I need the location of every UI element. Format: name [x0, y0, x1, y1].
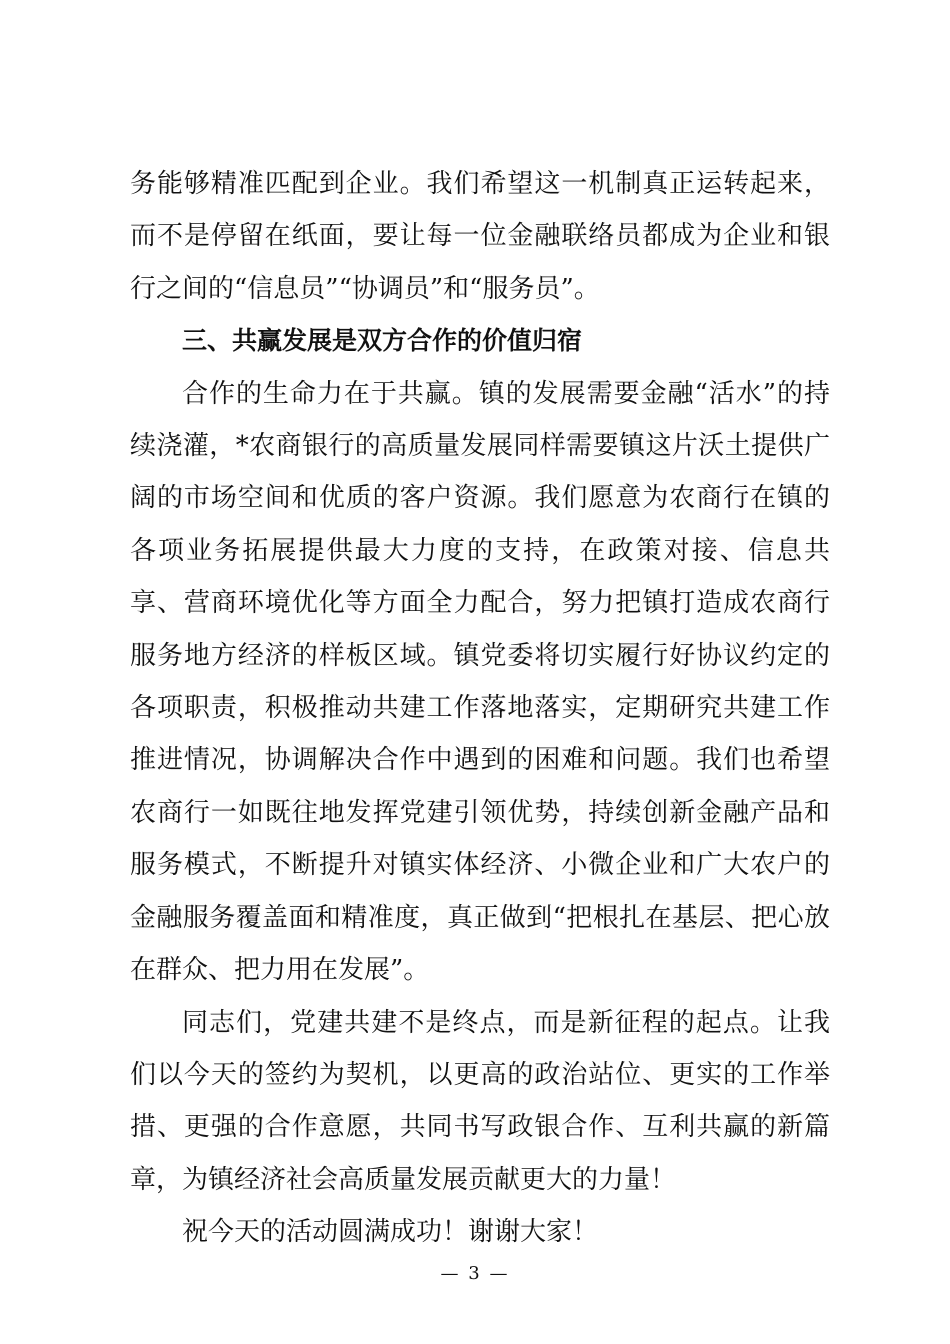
document-body — [130, 158, 830, 1259]
paragraph-cooperation: 合作的生命力在于共赢。镇的发展需要金融“活水”的持续浇灌，*农商银行的高质量发展同样需要镇这片沃土提供广阔的市场空间和优质的客户资源。我们愿意为农商行在镇的各项业务拓展提供最大力度的支持，在政策对接、信息共享、营商环境优化等方面全力配合，努力把镇打造成农商行服务地方经济的样板区域。镇党委将切实履行好协议约定的各项职责，积极推动共建工作落地落实，定期研究共建工作推进情况，协调解决合作中遇到的困难和问题。我们也希望农商行一如既往地发挥党建引领优势，持续创新金融产品和服务模式，不断提升对镇实体经济、小微企业和广大农户的金融服务覆盖面和精准度，真正做到“把根扎在基层、把心放在群众、把力用在发展”。 — [130, 378, 830, 986]
paragraph-comrades: 同志们，党建共建不是终点，而是新征程的起点。让我们以今天的签约为契机，以更高的政治站位、更实的工作举措、更强的合作意愿，共同书写政银合作、互利共赢的新篇章，为镇经济社会高质量发展贡献更大的力量！ — [130, 1007, 830, 1195]
page-number: — 3 — — [440, 1263, 510, 1284]
paragraph-continued: 务能够精准匹配到企业。我们希望这一机制真正运转起来，而不是停留在纸面，要让每一位金融联络员都成为企业和银行之间的“信息员”“协调员”和“服务员”。 — [130, 169, 830, 304]
paragraph-closing: 祝今天的活动圆满成功！谢谢大家！ — [182, 1217, 599, 1248]
section-heading: 三、共赢发展是双方合作的价值归宿 — [182, 326, 583, 356]
